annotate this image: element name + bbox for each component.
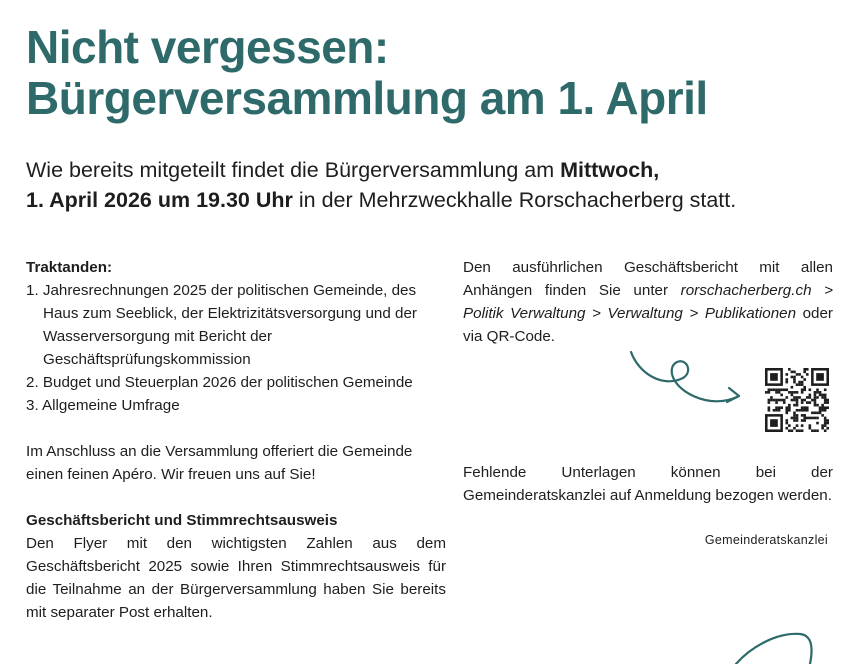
qr-code-icon[interactable] — [765, 368, 829, 432]
report-outro: oder via QR-Code. — [463, 305, 833, 345]
lead-bold-weekday: Mittwoch, — [560, 158, 660, 182]
unterlagen-block — [463, 461, 833, 507]
traktandum-item: 1. Jahresrechnungen 2025 der politischen Gemeinde, des Haus zum Seeblick, der Elektrizitätsversorgung und der Wasserversorgung mit Bericht der Geschäftsprüfungskommission — [26, 282, 417, 368]
curly-arrow-icon — [625, 348, 745, 410]
traktanden-heading: Traktanden: — [26, 259, 113, 276]
website-link[interactable]: rorschacherberg.ch > Politik Verwaltung > Verwaltung > Publikationen — [463, 282, 833, 322]
lead-bold-date: 1. April 2026 um 19.30 Uhr — [26, 188, 293, 212]
signature: Gemeinderatskanzlei — [704, 533, 828, 547]
lead-paragraph — [26, 155, 836, 215]
apero-text: Im Anschluss an die Versammlung offeriert die Gemeinde einen feinen Apéro. Wir freuen uns auf Sie! — [26, 443, 413, 483]
headline-line-1: Nicht vergessen: — [26, 21, 389, 73]
traktanden-list — [26, 279, 446, 417]
lead-text-1: Wie bereits mitgeteilt findet die Bürgerversammlung am — [26, 158, 561, 182]
geschaeftsbericht-text: Den Flyer mit den wichtigsten Zahlen aus dem Geschäftsbericht 2025 sowie Ihren Stimmrechtsausweis für die Teilnahme an der Bürgerversammlung haben Sie bereits mit separater Post erhalten. — [26, 535, 446, 621]
geschaeftsbericht-heading: Geschäftsbericht und Stimmrechtsausweis — [26, 512, 338, 529]
decorative-swirl-icon — [720, 620, 820, 664]
right-column — [463, 256, 833, 348]
headline-line-2: Bürgerversammlung am 1. April — [26, 72, 708, 124]
lead-text-2: in der Mehrzweckhalle Rorschacherberg statt. — [292, 188, 737, 212]
headline — [26, 22, 708, 124]
left-column — [26, 256, 446, 624]
report-intro: Den ausführlichen Geschäftsbericht mit allen Anhängen finden Sie unter — [463, 259, 833, 299]
traktandum-item: 2. Budget und Steuerplan 2026 der politischen Gemeinde — [26, 374, 413, 391]
traktandum-item: 3. Allgemeine Umfrage — [26, 397, 180, 414]
unterlagen-text: Fehlende Unterlagen können bei der Gemeinderatskanzlei auf Anmeldung bezogen werden. — [463, 464, 833, 504]
report-link-paragraph — [463, 256, 833, 348]
